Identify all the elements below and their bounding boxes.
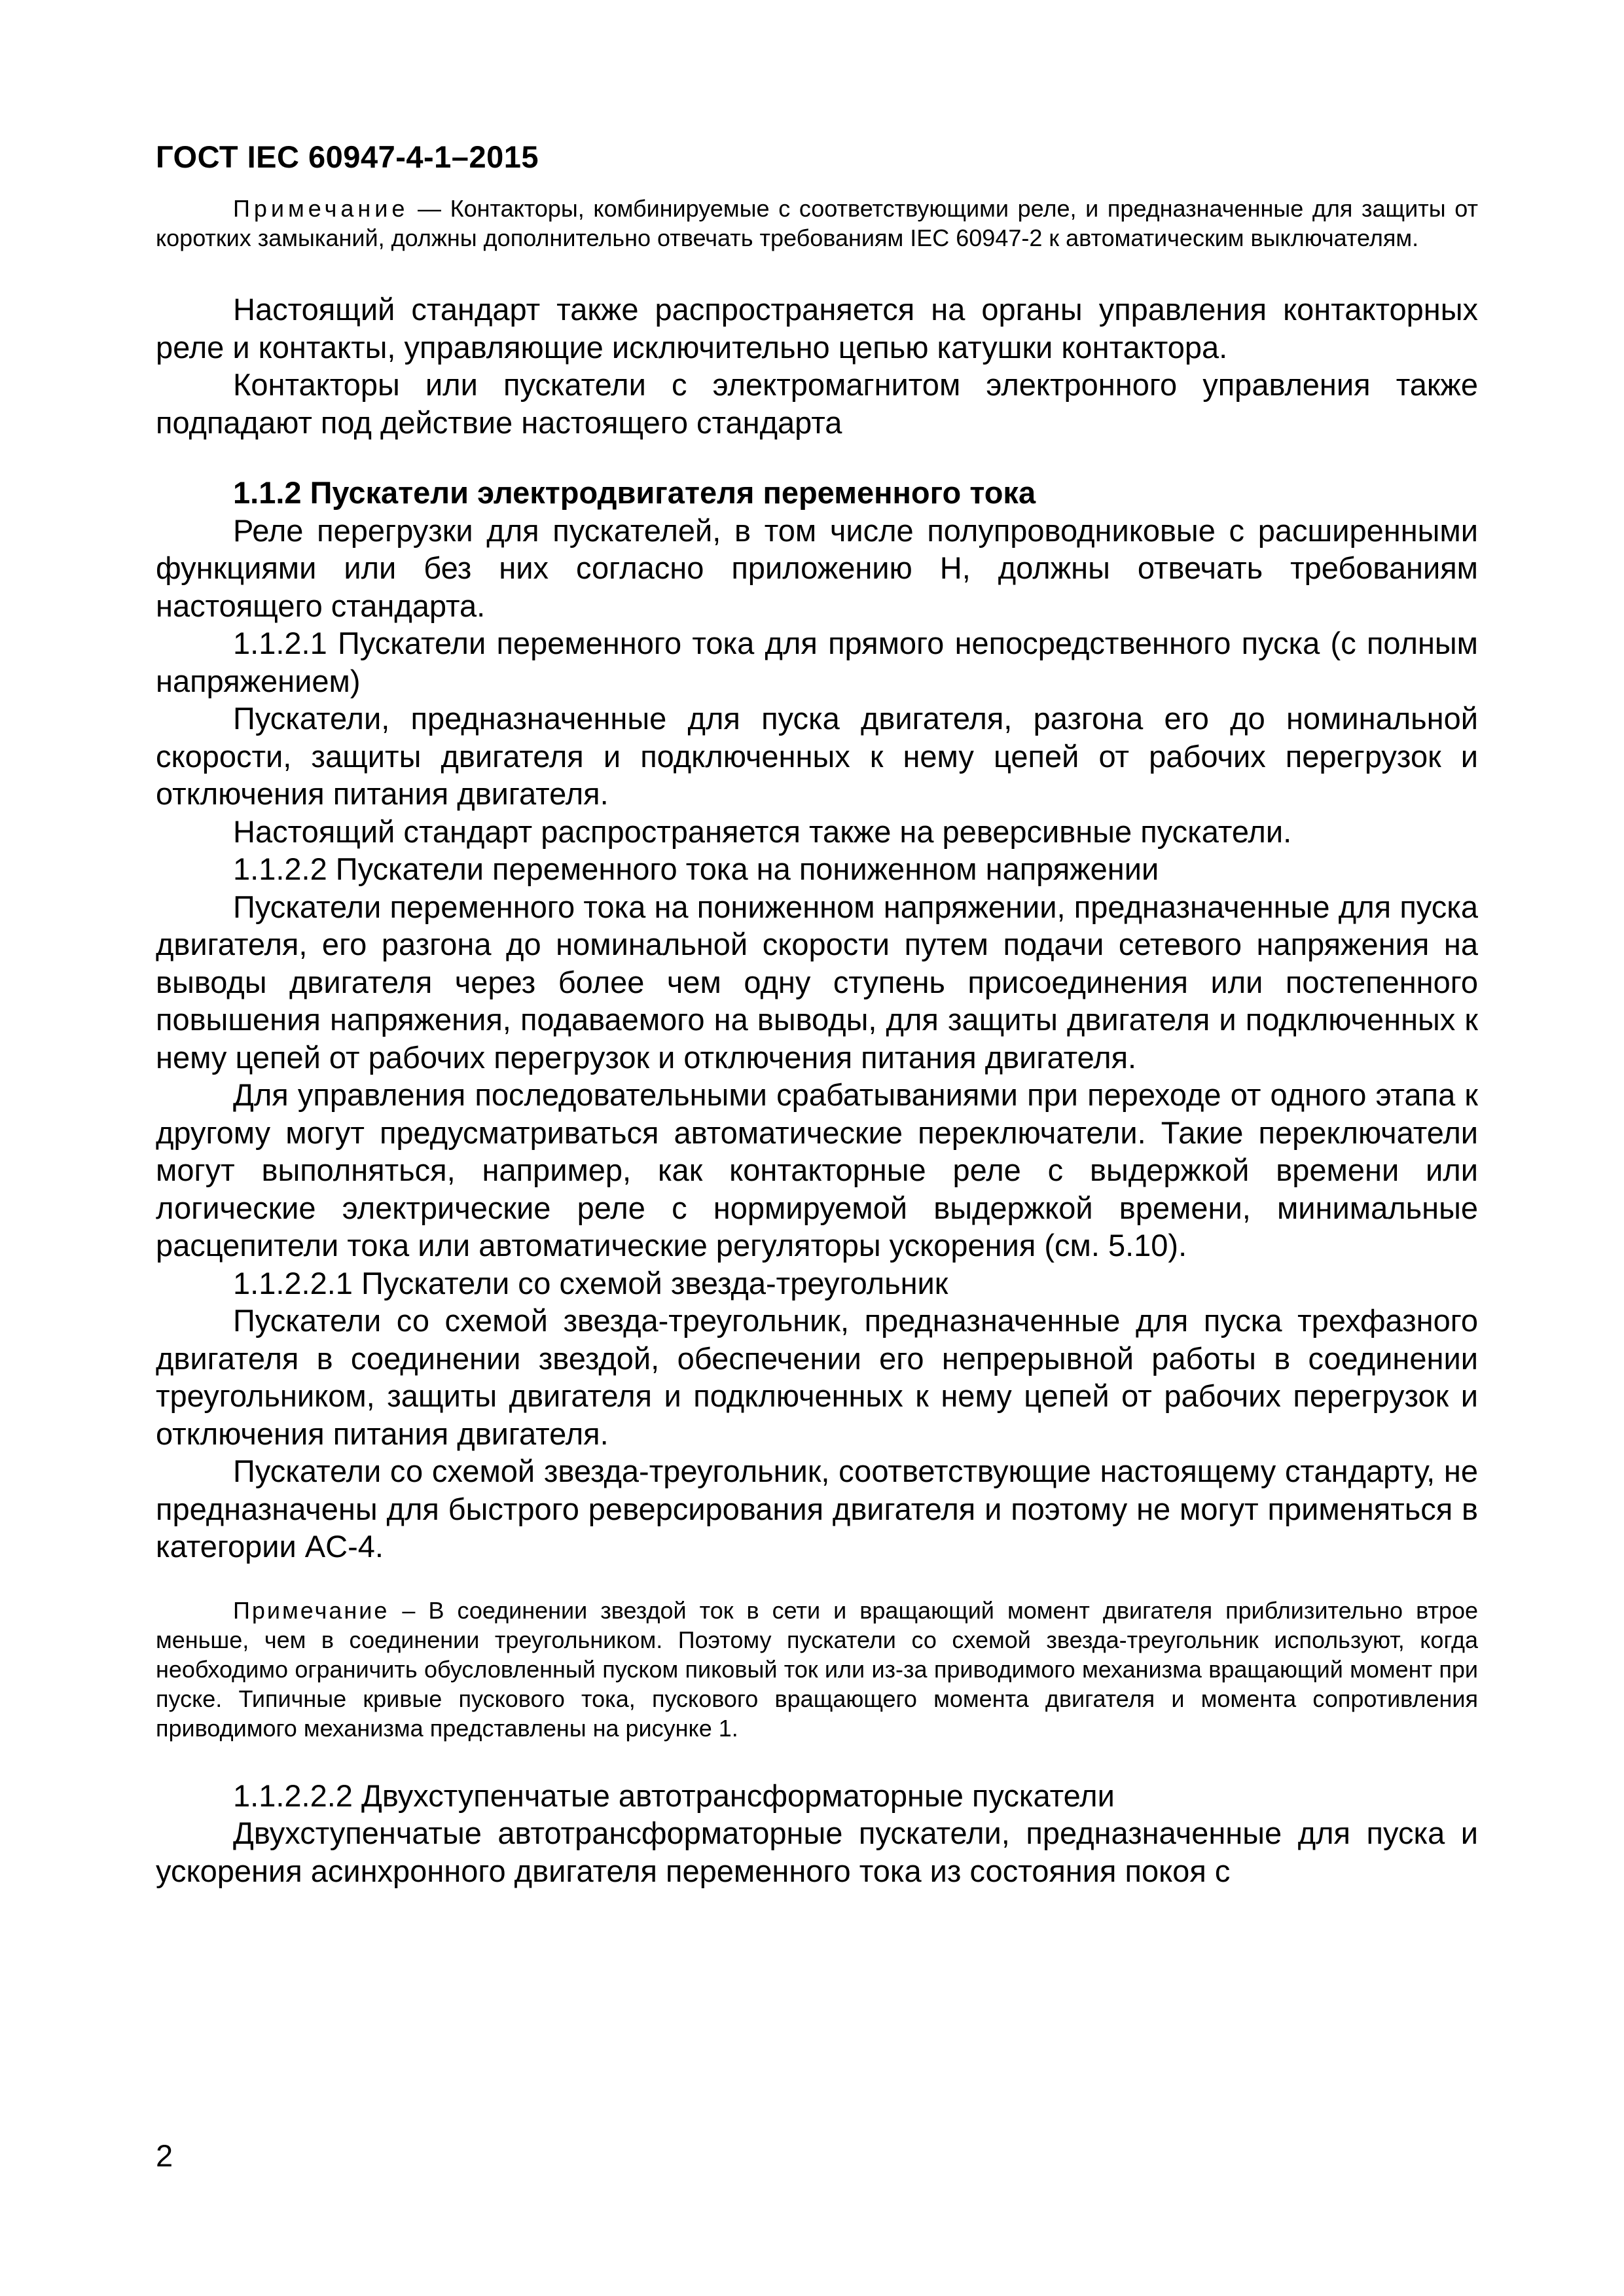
page-body — [156, 194, 1478, 1890]
page-number: 2 — [156, 2138, 173, 2173]
note-2-label: Примечание — [233, 1596, 389, 1624]
paragraph: Пускатели со схемой звезда-треугольник, предназначенные для пуска трехфазного двигателя в соединении звездой, обеспечении его непрерывной работы в соединении треугольником, защиты двигателя и подключенных к нему цепей от рабочих перегрузок и отключения питания двигателя. — [156, 1303, 1478, 1451]
paragraph: Контакторы или пускатели с электромагнитом электронного управления также подпадают под действие настоящего стандарта — [156, 367, 1478, 440]
note-1-label: Примечание — [233, 195, 409, 222]
section-heading-1-1-2: 1.1.2 Пускатели электродвигателя переменного тока — [233, 475, 1036, 510]
subsection-1-1-2-2-1-title: 1.1.2.2.1 Пускатели со схемой звезда-треугольник — [233, 1265, 948, 1300]
paragraph: Настоящий стандарт также распространяется на органы управления контакторных реле и контакты, управляющие исключительно цепью катушки контактора. — [156, 292, 1478, 365]
note-1-text: — Контакторы, комбинируемые с соответствующими реле, и предназначенные для защиты от коротких замыканий, должны дополнительно отвечать требованиям IEC 60947-2 к автоматическим выключателям. — [156, 195, 1478, 251]
note-2 — [156, 1596, 1478, 1743]
subsection-1-1-2-2-title: 1.1.2.2 Пускатели переменного тока на пониженном напряжении — [233, 852, 1159, 886]
note-2-text: – В соединении звездой ток в сети и вращающий момент двигателя приблизительно втрое меньше, чем в соединении треугольником. Поэтому пускатели со схемой звезда-треугольник используют, когда необходимо ограничить обусловленный пуском пиковый ток или из-за приводимого механизма вращающий момент при пуске. Типичные кривые пускового тока, пускового вращающего момента двигателя и момента сопротивления приводимого механизма представлены на рисунке 1. — [156, 1596, 1478, 1742]
paragraph: Для управления последовательными срабатываниями при переходе от одного этапа к другому могут предусматриваться автоматические переключатели. Такие переключатели могут выполняться, например, как контакторные реле с выдержкой времени или логические электрические реле с нормируемой выдержкой времени, минимальные расцепители тока или автоматические регуляторы ускорения (см. 5.10). — [156, 1077, 1478, 1263]
paragraph: Пускатели, предназначенные для пуска двигателя, разгона его до номинальной скорости, защиты двигателя и подключенных к нему цепей от рабочих перегрузок и отключения питания двигателя. — [156, 701, 1478, 811]
note-1 — [156, 194, 1478, 253]
paragraph: Реле перегрузки для пускателей, в том числе полупроводниковые с расширенными функциями или без них согласно приложению H, должны отвечать требованиям настоящего стандарта. — [156, 512, 1478, 623]
subsection-1-1-2-1-title: 1.1.2.1 Пускатели переменного тока для прямого непосредственного пуска (с полным напряжением) — [156, 626, 1478, 698]
paragraph: Пускатели со схемой звезда-треугольник, соответствующие настоящему стандарту, не предназначены для быстрого реверсирования двигателя и поэтому не могут применяться в категории AC-4. — [156, 1454, 1478, 1564]
subsection-1-1-2-2-2-title: 1.1.2.2.2 Двухступенчатые автотрансформаторные пускатели — [233, 1778, 1115, 1813]
document-header: ГОСТ IEC 60947-4-1–2015 — [156, 139, 539, 174]
paragraph: Пускатели переменного тока на пониженном напряжении, предназначенные для пуска двигателя, его разгона до номинальной скорости путем подачи сетевого напряжения на выводы двигателя через более чем одну ступень присоединения или постепенного повышения напряжения, подаваемого на выводы, для защиты двигателя и подключенных к нему цепей от рабочих перегрузок и отключения питания двигателя. — [156, 889, 1478, 1075]
paragraph: Настоящий стандарт распространяется также на реверсивные пускатели. — [233, 814, 1292, 849]
paragraph: Двухступенчатые автотрансформаторные пускатели, предназначенные для пуска и ускорения асинхронного двигателя переменного тока из состояния покоя с — [156, 1816, 1478, 1888]
